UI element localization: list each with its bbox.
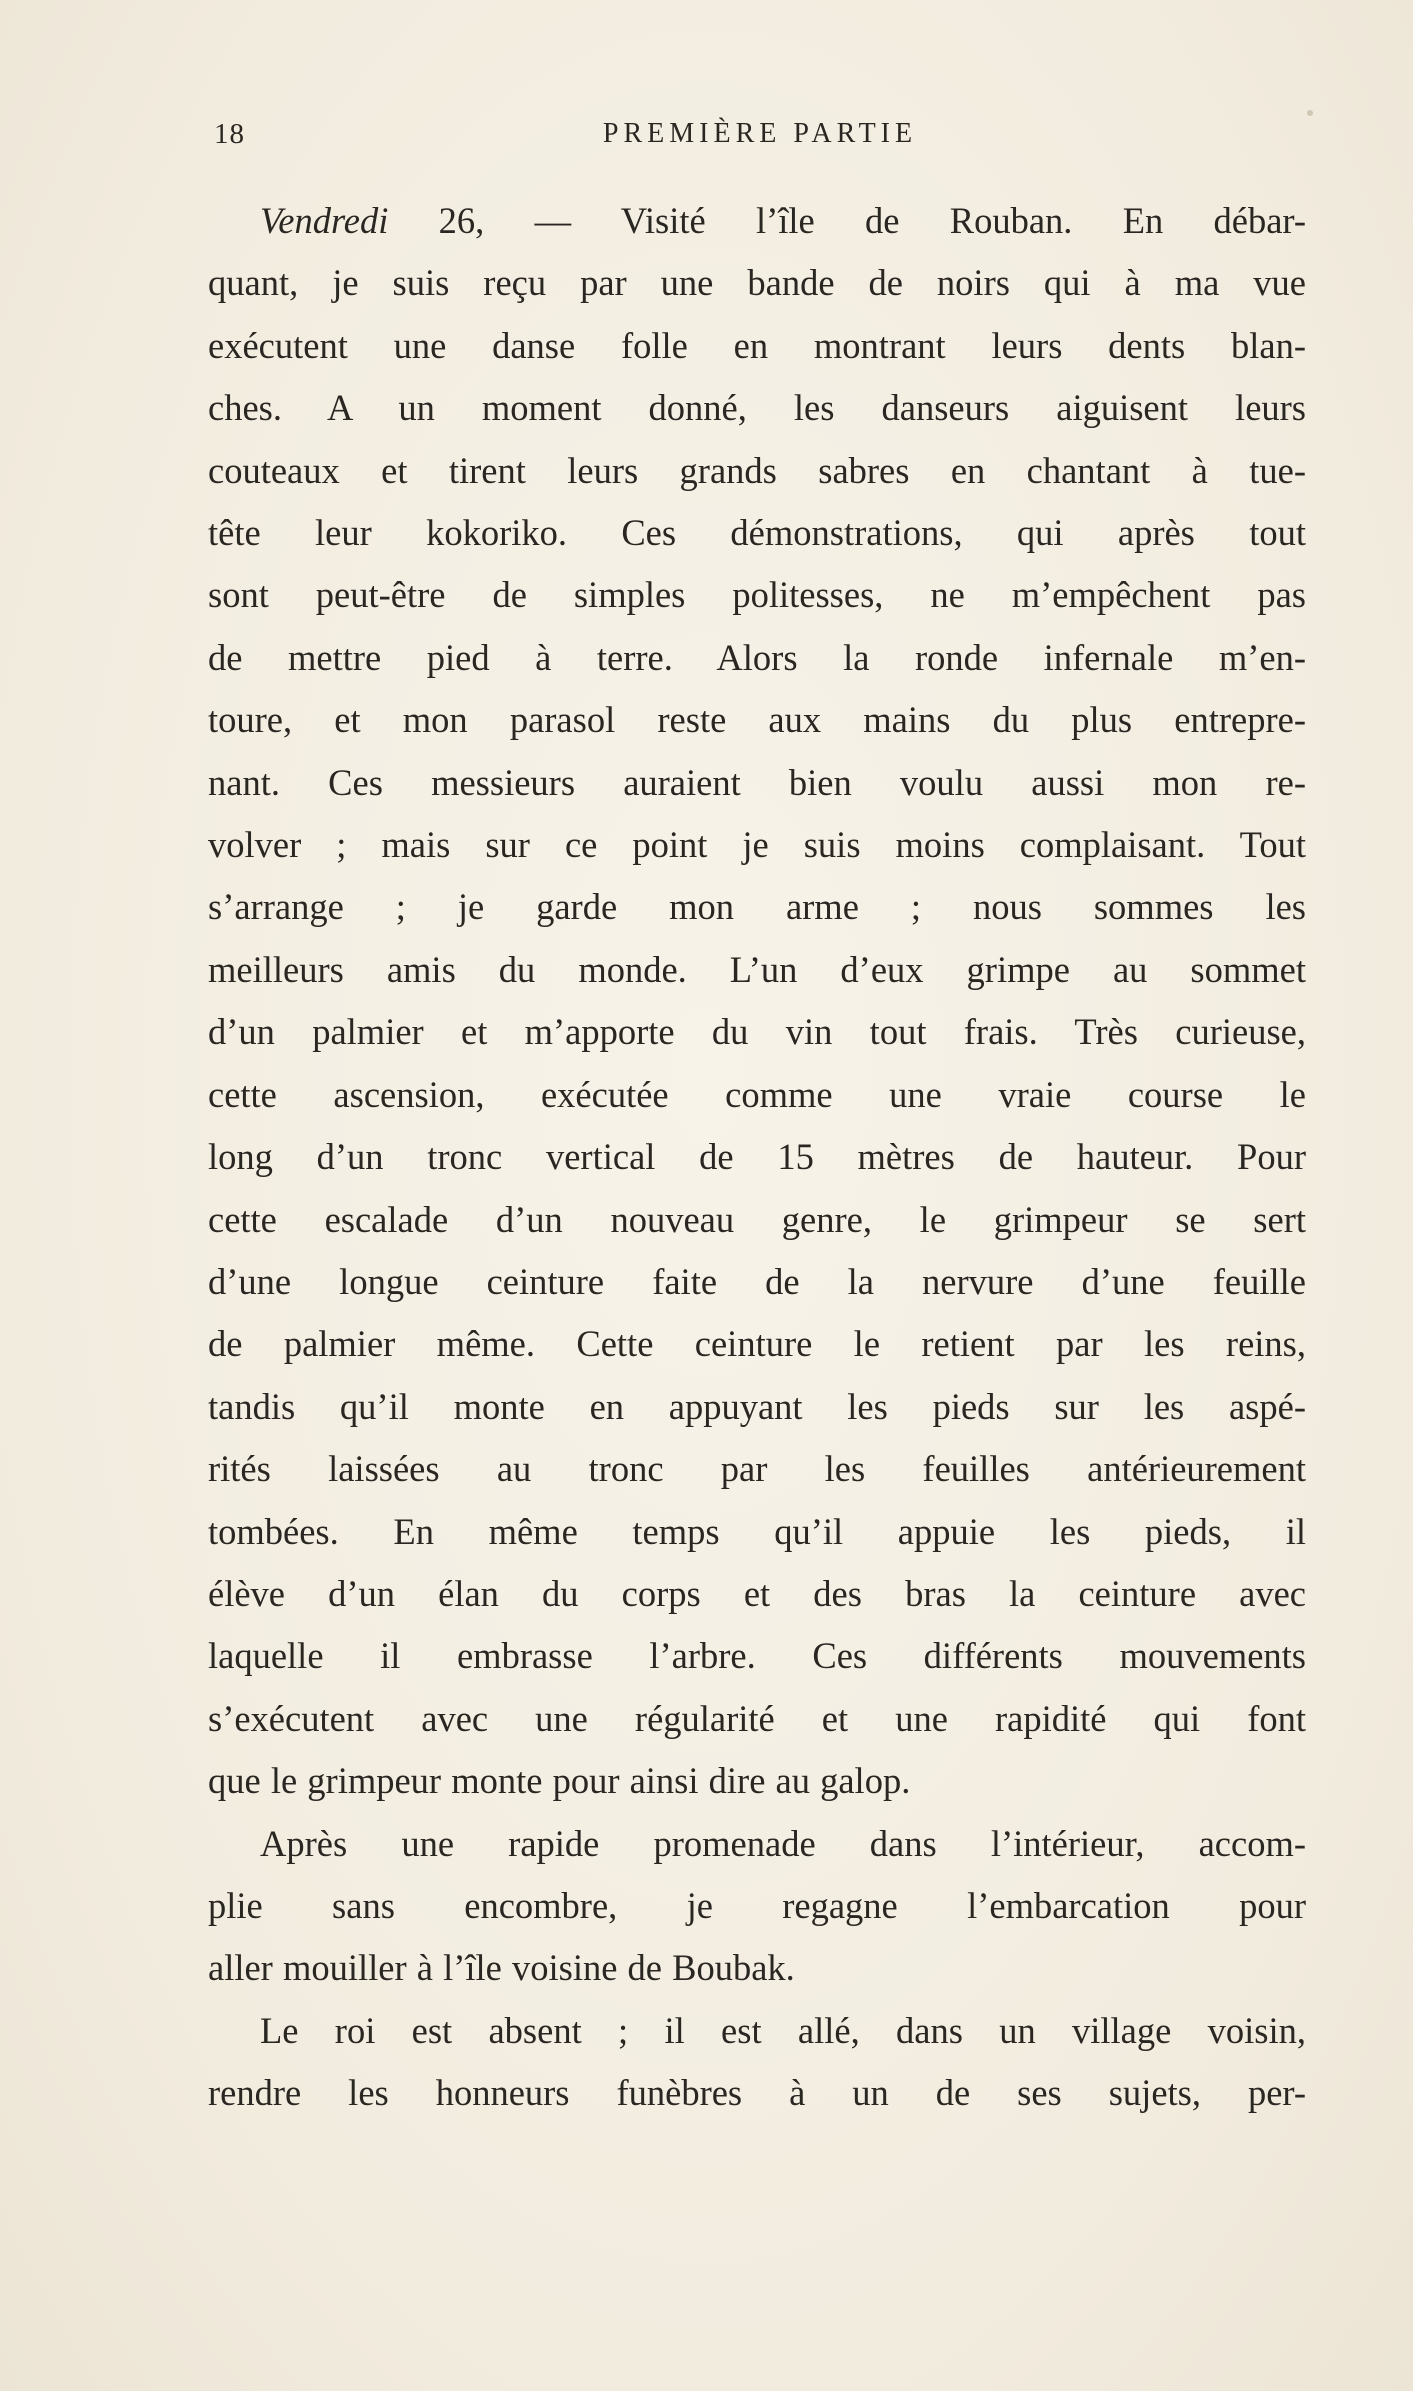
- text-line: que le grimpeur monte pour ainsi dire au galop.: [208, 1760, 911, 1802]
- text-line: meilleurs amis du monde. L’un d’eux grimpe au sommet: [208, 948, 1306, 990]
- text-line: toure, et mon parasol reste aux mains du plus entrepre-: [208, 699, 1306, 741]
- page-header: [214, 118, 1306, 168]
- text-line: élève d’un élan du corps et des bras la ceinture avec: [208, 1572, 1306, 1614]
- paragraph-3: [208, 2000, 1306, 2125]
- running-head: PREMIÈRE PARTIE: [602, 118, 918, 149]
- text-line: nant. Ces messieurs auraient bien voulu aussi mon re-: [208, 761, 1306, 803]
- text-line: laquelle il embrasse l’arbre. Ces différents mouvements: [208, 1635, 1306, 1677]
- text-line: cette ascension, exécutée comme une vraie course le: [208, 1073, 1306, 1115]
- text-line: de palmier même. Cette ceinture le retient par les reins,: [208, 1323, 1306, 1365]
- text-line: exécutent une danse folle en montrant leurs dents blan-: [208, 324, 1306, 366]
- dateline: Vendredi: [260, 200, 389, 241]
- text-line: aller mouiller à l’île voisine de Boubak.: [208, 1947, 795, 1989]
- text-line: ches. A un moment donné, les danseurs aiguisent leurs: [208, 387, 1306, 429]
- text-line: Vendredi 26, — Visité l’île de Rouban. En débar-: [260, 200, 1306, 241]
- text-line: plie sans encombre, je regagne l’embarcation pour: [208, 1884, 1306, 1926]
- text-line: rendre les honneurs funèbres à un de ses sujets, per-: [208, 2072, 1306, 2114]
- text-line: couteaux et tirent leurs grands sabres en chantant à tue-: [208, 449, 1306, 491]
- paragraph-1: [208, 190, 1306, 1813]
- text-line: s’arrange ; je garde mon arme ; nous sommes les: [208, 886, 1306, 928]
- text-line: rités laissées au tronc par les feuilles antérieurement: [208, 1448, 1306, 1490]
- body-text: [208, 190, 1306, 2125]
- text-line: d’un palmier et m’apporte du vin tout frais. Très curieuse,: [208, 1011, 1306, 1053]
- text-line: quant, je suis reçu par une bande de noirs qui à ma vue: [208, 262, 1306, 304]
- text-line: Après une rapide promenade dans l’intérieur, accom-: [260, 1822, 1306, 1864]
- text-line: tandis qu’il monte en appuyant les pieds sur les aspé-: [208, 1385, 1306, 1427]
- text-line: tombées. En même temps qu’il appuie les pieds, il: [208, 1510, 1306, 1552]
- text-line: s’exécutent avec une régularité et une rapidité qui font: [208, 1697, 1306, 1739]
- text-line: volver ; mais sur ce point je suis moins complaisant. Tout: [208, 824, 1306, 866]
- paragraph-2: [208, 1813, 1306, 2000]
- text-line: tête leur kokoriko. Ces démonstrations, qui après tout: [208, 512, 1306, 554]
- text-line: d’une longue ceinture faite de la nervure d’une feuille: [208, 1260, 1306, 1302]
- text-line: Le roi est absent ; il est allé, dans un village voisin,: [260, 2009, 1306, 2051]
- page-number: 18: [214, 118, 245, 150]
- text-line: long d’un tronc vertical de 15 mètres de hauteur. Pour: [208, 1136, 1306, 1178]
- text-line: cette escalade d’un nouveau genre, le grimpeur se sert: [208, 1198, 1306, 1240]
- text-line: de mettre pied à terre. Alors la ronde infernale m’en-: [208, 636, 1306, 678]
- text-line: sont peut-être de simples politesses, ne m’empêchent pas: [208, 574, 1306, 616]
- paper-stain: [1307, 110, 1313, 116]
